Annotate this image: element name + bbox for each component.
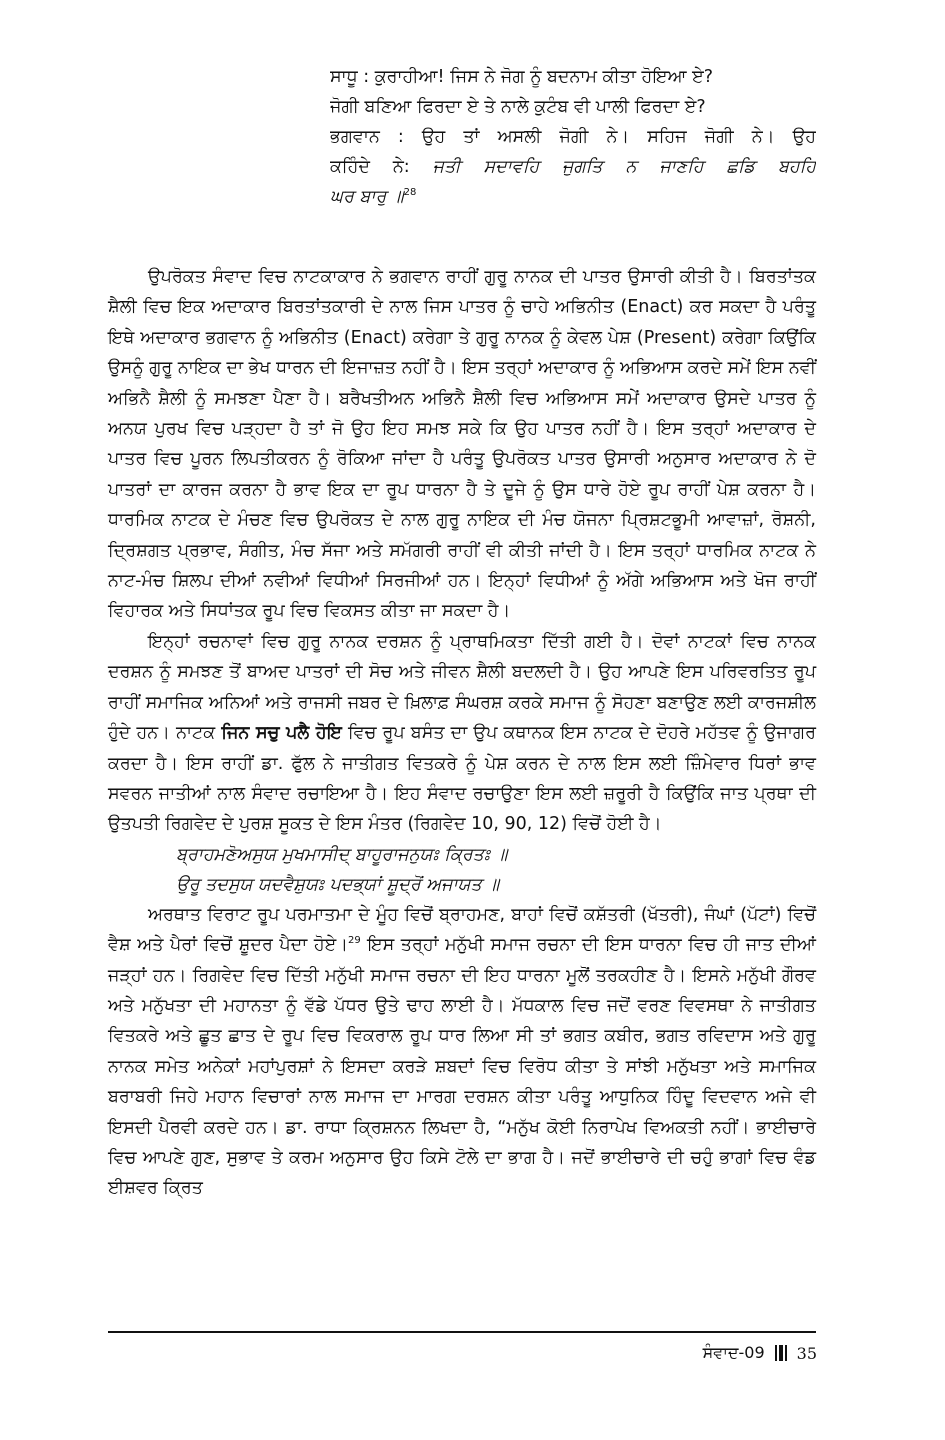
page-footer [703, 1343, 817, 1363]
page-number: 35 [796, 1343, 817, 1363]
play-title: ਜਿਨ ਸਚੁ ਪਲੈ ਹੋਇ [221, 723, 342, 744]
paragraph-text: ਇਨ੍ਹਾਂ ਰਚਨਾਵਾਂ ਵਿਚ ਗੁਰੂ ਨਾਨਕ ਦਰਸ਼ਨ ਨੂੰ ਪ੍ਰਾਥਮਿਕਤਾ ਦਿੱਤੀ ਗਈ ਹੈ। ਦੋਵਾਂ ਨਾਟਕਾਂ ਵਿਚ ਨਾਨਕ ਦਰਸ਼ਨ ਨੂੰ ਸਮਝਣ ਤੋਂ ਬਾਅਦ ਪਾਤਰਾਂ ਦੀ ਸੋਚ ਅਤੇ ਜੀਵਨ ਸ਼ੈਲੀ ਬਦਲਦੀ ਹੈ। ਉਹ ਆਪਣੇ ਇਸ ਪਰਿਵਰਤਿਤ ਰੂਪ ਰਾਹੀਂ ਸਮਾਜਿਕ ਅਨਿਆਂ ਅਤੇ ਰਾਜਸੀ ਜਬਰ ਦੇ ਖ਼ਿਲਾਫ਼ ਸੰਘਰਸ਼ ਕਰਕੇ ਸਮਾਜ ਨੂੰ ਸੋਹਣਾ ਬਣਾਉਣ ਲਈ ਕਾਰਜਸ਼ੀਲ ਹੁੰਦੇ ਹਨ। ਨਾਟਕ [108, 631, 816, 744]
paragraph-text: ਇਸ ਤਰ੍ਹਾਂ ਮਨੁੱਖੀ ਸਮਾਜ ਰਚਨਾ ਦੀ ਇਸ ਧਾਰਨਾ ਵਿਚ ਹੀ ਜਾਤ ਦੀਆਂ ਜੜ੍ਹਾਂ ਹਨ। ਰਿਗਵੇਦ ਵਿਚ ਦਿੱਤੀ ਮਨੁੱਖੀ ਸਮਾਜ ਰਚਨਾ ਦੀ ਇਹ ਧਾਰਨਾ ਮੂਲੋਂ ਤਰਕਹੀਣ ਹੈ। ਇਸਨੇ ਮਨੁੱਖੀ ਗੌਰਵ ਅਤੇ ਮਨੁੱਖਤਾ ਦੀ ਮਹਾਨਤਾ ਨੂੰ ਵੱਡੇ ਪੱਧਰ ਉਤੇ ਢਾਹ ਲਾਈ ਹੈ। ਮੱਧਕਾਲ ਵਿਚ ਜਦੋਂ ਵਰਣ ਵਿਵਸਥਾ ਨੇ ਜਾਤੀਗਤ ਵਿਤਕਰੇ ਅਤੇ ਛੂਤ ਛਾਤ ਦੇ ਰੂਪ ਵਿਚ ਵਿਕਰਾਲ ਰੂਪ ਧਾਰ ਲਿਆ ਸੀ ਤਾਂ ਭਗਤ ਕਬੀਰ, ਭਗਤ ਰਵਿਦਾਸ ਅਤੇ ਗੁਰੂ ਨਾਨਕ ਸਮੇਤ ਅਨੇਕਾਂ ਮਹਾਂਪੁਰਸ਼ਾਂ ਨੇ ਇਸਦਾ ਕਰੜੇ ਸ਼ਬਦਾਂ ਵਿਚ ਵਿਰੋਧ ਕੀਤਾ ਤੇ ਸਾਂਝੀ ਮਨੁੱਖਤਾ ਅਤੇ ਸਮਾਜਿਕ ਬਰਾਬਰੀ ਜਿਹੇ ਮਹਾਨ ਵਿਚਾਰਾਂ ਨਾਲ ਸਮਾਜ ਦਾ ਮਾਰਗ ਦਰਸ਼ਨ ਕੀਤਾ ਪਰੰਤੂ ਆਧੁਨਿਕ ਹਿੰਦੂ ਵਿਦਵਾਨ ਅਜੇ ਵੀ ਇਸਦੀ ਪੈਰਵੀ ਕਰਦੇ ਹਨ। ਡਾ. ਰਾਧਾ ਕ੍ਰਿਸ਼ਨਨ ਲਿਖਦਾ ਹੈ, “ਮਨੁੱਖ ਕੋਈ ਨਿਰਾਪੇਖ ਵਿਅਕਤੀ ਨਹੀਂ। ਭਾਈਚਾਰੇ ਵਿਚ ਆਪਣੇ ਗੁਣ, ਸੁਭਾਵ ਤੇ ਕਰਮ ਅਨੁਸਾਰ ਉਹ ਕਿਸੇ ਟੋਲੇ ਦਾ ਭਾਗ ਹੈ। ਜਦੋਂ ਭਾਈਚਾਰੇ ਦੀ ਚਹੁੰ ਭਾਗਾਂ ਵਿਚ ਵੰਡ ਈਸ਼ਵਰ ਕ੍ਰਿਤ [108, 935, 816, 1199]
paragraph [108, 900, 816, 1204]
quote-line: ਉਰੂ ਤਦਸੁਯ ਯਦਵੈਸ਼ੁਯਃ ਪਦਭ੍ਯਾਂ ਸ਼ੂਦ੍ਰੋਂ ਅਜਾਯਤ ॥ [176, 874, 500, 895]
dialogue-speaker-text: ਕਹਿੰਦੇ ਨੇ: [330, 157, 410, 177]
dialogue-line: ਭਗਵਾਨ : ਉਹ ਤਾਂ ਅਸਲੀ ਜੋਗੀ ਨੇ। ਸਹਿਜ ਜੋਗੀ ਨੇ। ਉਹ [330, 127, 816, 147]
footer-ornament [775, 1345, 787, 1361]
paragraph-text: ਅਰਥਾਤ ਵਿਰਾਟ ਰੂਪ ਪਰਮਾਤਮਾ ਦੇ ਮੂੰਹ ਵਿਚੋਂ ਬ੍ਰਾਹਮਣ, ਬਾਹਾਂ ਵਿਚੋਂ ਕਸ਼ੱਤਰੀ (ਖੱਤਰੀ), ਜੰਘਾਂ (ਪੱਟਾਂ) ਵਿਚੋਂ ਵੈਸ਼ ਅਤੇ ਪੈਰਾਂ ਵਿਚੋਂ ਸ਼ੂਦਰ ਪੈਦਾ ਹੋਏ। [108, 904, 816, 956]
footnote-marker: 28 [403, 187, 417, 199]
scripture-quote: ਘਰ ਬਾਰੁ ॥ [330, 187, 404, 207]
vedic-quote [108, 840, 816, 900]
dialogue-line: ਜੋਗੀ ਬਣਿਆ ਫਿਰਦਾ ਏ ਤੇ ਨਾਲੇ ਕੁਟੰਬ ਵੀ ਪਾਲੀ ਫਿਰਦਾ ਏ? [330, 97, 706, 117]
quote-line: ਬ੍ਰਾਹਮਣੋਅਸੁਯ ਮੁਖਮਾਸੀਦ੍ ਬਾਹੂਰਾਜਨੁਯਃ ਕ੍ਰਿਤਃ ॥ [176, 844, 508, 865]
scripture-quote: ਜਤੀ ਸਦਾਵਹਿ ਜੁਗਤਿ ਨ ਜਾਣਹਿ ਛਡਿ ਬਹਹਿ [432, 157, 816, 177]
dialogue-line: ਸਾਧੂ : ਕੁਰਾਹੀਆ! ਜਿਸ ਨੇ ਜੋਗ ਨੂੰ ਬਦਨਾਮ ਕੀਤਾ ਹੋਇਆ ਏ? [330, 67, 713, 87]
footnote-marker: 29 [348, 935, 361, 947]
paragraph: ਉਪਰੋਕਤ ਸੰਵਾਦ ਵਿਚ ਨਾਟਕਾਕਾਰ ਨੇ ਭਗਵਾਨ ਰਾਹੀਂ ਗੁਰੂ ਨਾਨਕ ਦੀ ਪਾਤਰ ਉਸਾਰੀ ਕੀਤੀ ਹੈ। ਬਿਰਤਾਂਤਕ ਸ਼ੈਲੀ ਵਿਚ ਇਕ ਅਦਾਕਾਰ ਬਿਰਤਾਂਤਕਾਰੀ ਦੇ ਨਾਲ ਜਿਸ ਪਾਤਰ ਨੂੰ ਚਾਹੇ ਅਭਿਨੀਤ (Enact) ਕਰ ਸਕਦਾ ਹੈ ਪਰੰਤੂ ਇਥੇ ਅਦਾਕਾਰ ਭਗਵਾਨ ਨੂੰ ਅਭਿਨੀਤ (Enact) ਕਰੇਗਾ ਤੇ ਗੁਰੂ ਨਾਨਕ ਨੂੰ ਕੇਵਲ ਪੇਸ਼ (Present) ਕਰੇਗਾ ਕਿਉਂਕਿ ਉਸਨੂੰ ਗੁਰੂ ਨਾਇਕ ਦਾ ਭੇਖ ਧਾਰਨ ਦੀ ਇਜਾਜ਼ਤ ਨਹੀਂ ਹੈ। ਇਸ ਤਰ੍ਹਾਂ ਅਦਾਕਾਰ ਨੂੰ ਅਭਿਆਸ ਕਰਦੇ ਸਮੇਂ ਇਸ ਨਵੀਂ ਅਭਿਨੈ ਸ਼ੈਲੀ ਨੂੰ ਸਮਝਣਾ ਪੈਣਾ ਹੈ। ਬਰੈਖਤੀਅਨ ਅਭਿਨੈ ਸ਼ੈਲੀ ਵਿਚ ਅਭਿਆਸ ਸਮੇਂ ਅਦਾਕਾਰ ਉਸਦੇ ਪਾਤਰ ਨੂੰ ਅਨਯ ਪੁਰਖ ਵਿਚ ਪੜ੍ਹਦਾ ਹੈ ਤਾਂ ਜੋ ਉਹ ਇਹ ਸਮਝ ਸਕੇ ਕਿ ਉਹ ਪਾਤਰ ਨਹੀਂ ਹੈ। ਇਸ ਤਰ੍ਹਾਂ ਅਦਾਕਾਰ ਦੇ ਪਾਤਰ ਵਿਚ ਪੂਰਨ ਲਿਪਤੀਕਰਨ ਨੂੰ ਰੋਕਿਆ ਜਾਂਦਾ ਹੈ ਪਰੰਤੂ ਉਪਰੋਕਤ ਪਾਤਰ ਉਸਾਰੀ ਅਨੁਸਾਰ ਅਦਾਕਾਰ ਨੇ ਦੋ ਪਾਤਰਾਂ ਦਾ ਕਾਰਜ ਕਰਨਾ ਹੈ ਭਾਵ ਇਕ ਦਾ ਰੂਪ ਧਾਰਨਾ ਹੈ ਤੇ ਦੂਜੇ ਨੂੰ ਉਸ ਧਾਰੇ ਹੋਏ ਰੂਪ ਰਾਹੀਂ ਪੇਸ਼ ਕਰਨਾ ਹੈ। ਧਾਰਮਿਕ ਨਾਟਕ ਦੇ ਮੰਚਣ ਵਿਚ ਉਪਰੋਕਤ ਦੇ ਨਾਲ ਗੁਰੂ ਨਾਇਕ ਦੀ ਮੰਚ ਯੋਜਨਾ ਪ੍ਰਿਸ਼ਟਭੂਮੀ ਆਵਾਜ਼ਾਂ, ਰੋਸ਼ਨੀ, ਦ੍ਰਿਸ਼ਗਤ ਪ੍ਰਭਾਵ, ਸੰਗੀਤ, ਮੰਚ ਸੱਜਾ ਅਤੇ ਸਮੱਗਰੀ ਰਾਹੀਂ ਵੀ ਕੀਤੀ ਜਾਂਦੀ ਹੈ। ਇਸ ਤਰ੍ਹਾਂ ਧਾਰਮਿਕ ਨਾਟਕ ਨੇ ਨਾਟ-ਮੰਚ ਸ਼ਿਲਪ ਦੀਆਂ ਨਵੀਆਂ ਵਿਧੀਆਂ ਸਿਰਜੀਆਂ ਹਨ। ਇਨ੍ਹਾਂ ਵਿਧੀਆਂ ਨੂੰ ਅੱਗੇ ਅਭਿਆਸ ਅਤੇ ਖੋਜ ਰਾਹੀਂ ਵਿਹਾਰਕ ਅਤੇ ਸਿਧਾਂਤਕ ਰੂਪ ਵਿਚ ਵਿਕਸਤ ਕੀਤਾ ਜਾ ਸਕਦਾ ਹੈ। [108, 267, 816, 622]
footer-rule [108, 1331, 816, 1333]
paragraph [108, 627, 816, 840]
body-text [108, 262, 816, 1204]
running-title: ਸੰਵਾਦ-09 [702, 1343, 765, 1362]
dialogue-line [330, 182, 816, 212]
paragraph-text: ਵਿਚ ਰੂਪ ਬਸੰਤ ਦਾ ਉਪ ਕਥਾਨਕ ਇਸ ਨਾਟਕ ਦੇ ਦੋਹਰੇ ਮਹੱਤਵ ਨੂੰ ਉਜਾਗਰ ਕਰਦਾ ਹੈ। ਇਸ ਰਾਹੀਂ ਡਾ. ਫੁੱਲ ਨੇ ਜਾਤੀਗਤ ਵਿਤਕਰੇ ਨੂੰ ਪੇਸ਼ ਕਰਨ ਦੇ ਨਾਲ ਇਸ ਲਈ ਜ਼ਿੰਮੇਵਾਰ ਧਿਰਾਂ ਭਾਵ ਸਵਰਨ ਜਾਤੀਆਂ ਨਾਲ ਸੰਵਾਦ ਰਚਾਇਆ ਹੈ। ਇਹ ਸੰਵਾਦ ਰਚਾਉਣਾ ਇਸ ਲਈ ਜ਼ਰੂਰੀ ਹੈ ਕਿਉਂਕਿ ਜਾਤ ਪ੍ਰਥਾ ਦੀ ਉਤਪਤੀ ਰਿਗਵੇਦ ਦੇ ਪੁਰਸ਼ ਸੂਕਤ ਦੇ ਇਸ ਮੰਤਰ (ਰਿਗਵੇਦ 10, 90, 12) ਵਿਚੋਂ ਹੋਈ ਹੈ। [108, 723, 816, 835]
dialogue-line [330, 152, 816, 182]
dialogue-excerpt [330, 62, 816, 212]
